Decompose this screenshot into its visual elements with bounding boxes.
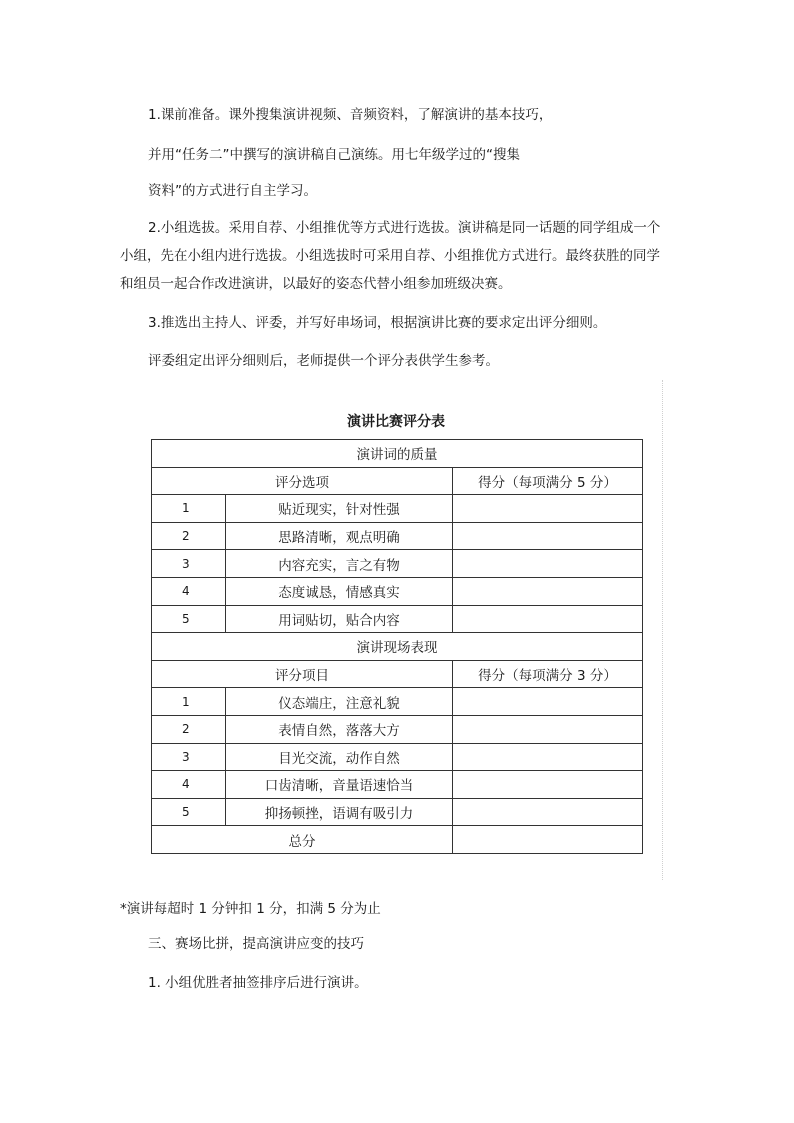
row-number: 3 bbox=[152, 550, 226, 578]
paragraph-judges: 评委组定出评分细则后，老师提供一个评分表供学生参考。 bbox=[148, 353, 499, 369]
section-b-heading-row bbox=[152, 633, 643, 661]
score-cell bbox=[453, 605, 643, 633]
row-criterion: 内容充实，言之有物 bbox=[226, 550, 453, 578]
score-cell bbox=[453, 715, 643, 743]
section-b-col-score: 得分（每项满分 3 分） bbox=[453, 660, 643, 688]
section-a-col-score: 得分（每项满分 5 分） bbox=[453, 467, 643, 495]
score-table bbox=[151, 439, 643, 854]
row-number: 5 bbox=[152, 798, 226, 826]
row-number: 4 bbox=[152, 577, 226, 605]
row-number: 1 bbox=[152, 495, 226, 523]
total-score-cell bbox=[453, 826, 643, 854]
score-cell bbox=[453, 495, 643, 523]
total-row bbox=[152, 826, 643, 854]
table-row bbox=[152, 605, 643, 633]
table-frame-edge bbox=[662, 380, 663, 880]
section-a-header-row bbox=[152, 467, 643, 495]
score-cell bbox=[453, 688, 643, 716]
row-criterion: 抑扬顿挫，语调有吸引力 bbox=[226, 798, 453, 826]
table-row bbox=[152, 577, 643, 605]
paragraph-selection-cont2: 和组员一起合作改进演讲，以最好的姿态代替小组参加班级决赛。 bbox=[120, 276, 512, 292]
score-cell bbox=[453, 577, 643, 605]
paragraph-prep-cont: 并用“任务二”中撰写的演讲稿自己演练。用七年级学过的“搜集 bbox=[148, 147, 520, 163]
row-number: 5 bbox=[152, 605, 226, 633]
row-number: 2 bbox=[152, 715, 226, 743]
paragraph-selection: 2.小组选拔。采用自荐、小组推优等方式进行选拔。演讲稿是同一话题的同学组成一个 bbox=[148, 220, 661, 236]
score-cell bbox=[453, 798, 643, 826]
row-number: 1 bbox=[152, 688, 226, 716]
paragraph-prep: 1.课前准备。课外搜集演讲视频、音频资料，了解演讲的基本技巧， bbox=[148, 107, 553, 123]
total-label: 总分 bbox=[152, 826, 453, 854]
row-criterion: 贴近现实，针对性强 bbox=[226, 495, 453, 523]
row-criterion: 态度诚恳，情感真实 bbox=[226, 577, 453, 605]
row-criterion: 目光交流，动作自然 bbox=[226, 743, 453, 771]
paragraph-selection-cont: 小组，先在小组内进行选拔。小组选拔时可采用自荐、小组推优方式进行。最终获胜的同学 bbox=[120, 248, 660, 264]
row-criterion: 表情自然，落落大方 bbox=[226, 715, 453, 743]
section-b-header-row bbox=[152, 660, 643, 688]
table-row bbox=[152, 688, 643, 716]
row-number: 2 bbox=[152, 522, 226, 550]
section-a-col-item: 评分选项 bbox=[152, 467, 453, 495]
section-heading-3: 三、赛场比拼，提高演讲应变的技巧 bbox=[148, 936, 364, 952]
score-cell bbox=[453, 550, 643, 578]
row-criterion: 用词贴切，贴合内容 bbox=[226, 605, 453, 633]
row-number: 3 bbox=[152, 743, 226, 771]
table-row bbox=[152, 743, 643, 771]
score-cell bbox=[453, 522, 643, 550]
overtime-note: *演讲每超时 1 分钟扣 1 分，扣满 5 分为止 bbox=[120, 901, 381, 917]
table-row bbox=[152, 550, 643, 578]
list-item: 1. 小组优胜者抽签排序后进行演讲。 bbox=[148, 975, 368, 991]
table-row bbox=[152, 495, 643, 523]
section-b-heading: 演讲现场表现 bbox=[152, 633, 643, 661]
score-cell bbox=[453, 771, 643, 799]
row-criterion: 口齿清晰，音量语速恰当 bbox=[226, 771, 453, 799]
row-number: 4 bbox=[152, 771, 226, 799]
table-row bbox=[152, 798, 643, 826]
table-row bbox=[152, 522, 643, 550]
row-criterion: 仪态端庄，注意礼貌 bbox=[226, 688, 453, 716]
section-a-heading-row bbox=[152, 440, 643, 468]
paragraph-host: 3.推选出主持人、评委，并写好串场词，根据演讲比赛的要求定出评分细则。 bbox=[148, 315, 607, 331]
score-cell bbox=[453, 743, 643, 771]
table-row bbox=[152, 715, 643, 743]
section-a-heading: 演讲词的质量 bbox=[152, 440, 643, 468]
paragraph-prep-cont2: 资料”的方式进行自主学习。 bbox=[148, 183, 317, 199]
table-row bbox=[152, 771, 643, 799]
section-b-col-item: 评分项目 bbox=[152, 660, 453, 688]
table-title: 演讲比赛评分表 bbox=[347, 414, 445, 430]
row-criterion: 思路清晰，观点明确 bbox=[226, 522, 453, 550]
